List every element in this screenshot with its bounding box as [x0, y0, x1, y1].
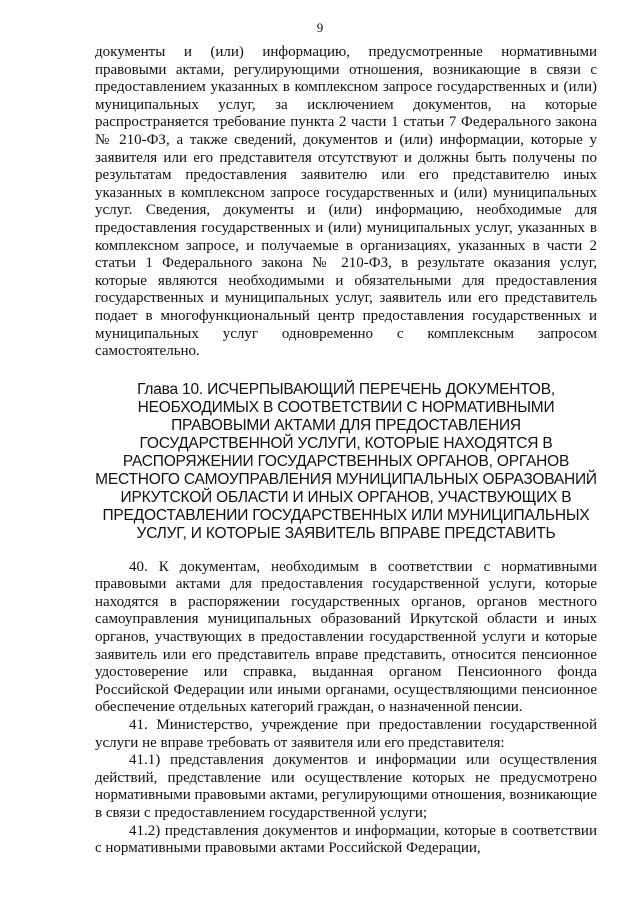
paragraph-40: 40. К документам, необходимым в соответствии с нормативными правовыми актами для предоставления государственной услуги, которые находятся в распоряжении государственных органов, органов местного самоуправления муниципальных образований Иркутской области и иных органов, участвующих в предоставлении государственной услуги и которые заявитель или его представитель вправе представить, относится пенсионное удостоверение или справка, выданная органом Пенсионного фонда Российской Федерации или иными органами, осуществляющими пенсионное обеспечение отдельных категорий граждан, о назначенной пенсии.	[95, 558, 597, 716]
paragraph-41: 41. Министерство, учреждение при предоставлении государственной услуги не вправе требовать от заявителя или его представителя:	[95, 717, 597, 751]
chapter-heading: Глава 10. ИСЧЕРПЫВАЮЩИЙ ПЕРЕЧЕНЬ ДОКУМЕНТОВ, НЕОБХОДИМЫХ В СООТВЕТСТВИИ С НОРМАТИВНЫМИ ПРАВОВЫМИ АКТАМИ ДЛЯ ПРЕДОСТАВЛЕНИЯ ГОСУДАРСТВЕННОЙ УСЛУГИ, КОТОРЫЕ НАХОДЯТСЯ В РАСПОРЯЖЕНИИ ГОСУДАРСТВЕННЫХ ОРГАНОВ, ОРГАНОВ МЕСТНОГО САМОУПРАВЛЕНИЯ МУНИЦИПАЛЬНЫХ ОБРАЗОВАНИЙ ИРКУТСКОЙ ОБЛАСТИ И ИНЫХ ОРГАНОВ, УЧАСТВУЮЩИХ В ПРЕДОСТАВЛЕНИИ ГОСУДАРСТВЕННЫХ ИЛИ МУНИЦИПАЛЬНЫХ УСЛУГ, И КОТОРЫЕ ЗАЯВИТЕЛЬ ВПРАВЕ ПРЕДСТАВИТЬ	[95, 380, 597, 542]
paragraph-41-1: 41.1) представления документов и информации или осуществления действий, представление или осуществление которых не предусмотрено нормативными правовыми актами, регулирующими отношения, возникающие в связи с предоставлением государственной услуги;	[95, 752, 597, 821]
document-body	[95, 44, 597, 858]
page-number: 9	[316, 20, 324, 35]
intro-paragraph: документы и (или) информацию, предусмотренные нормативными правовыми актами, регулирующими отношения, возникающие в связи с предоставлением указанных в комплексном запросе государственных и (или) муниципальных услуг, за исключением документов, на которые распространяется требование пункта 2 части 1 статьи 7 Федерального закона № 210-ФЗ, а также сведений, документов и (или) информации, которые у заявителя или его представителя отсутствуют и должны быть получены по результатам предоставления заявителю или его представителю иных указанных в комплексном запросе государственных и (или) муниципальных услуг. Сведения, документы и (или) информацию, необходимые для предоставления государственных и (или) муниципальных услуг, указанных в комплексном запросе, и получаемые в организациях, указанных в части 2 статьи 1 Федерального закона № 210-ФЗ, в результате оказания услуг, которые являются необходимыми и обязательными для предоставления государственных и муниципальных услуг, заявитель или его представитель подает в многофункциональный центр предоставления государственных и муниципальных услуг одновременно с комплексным запросом самостоятельно.	[95, 44, 597, 360]
paragraph-41-2: 41.2) представления документов и информации, которые в соответствии с нормативными правовыми актами Российской Федерации,	[95, 822, 597, 857]
